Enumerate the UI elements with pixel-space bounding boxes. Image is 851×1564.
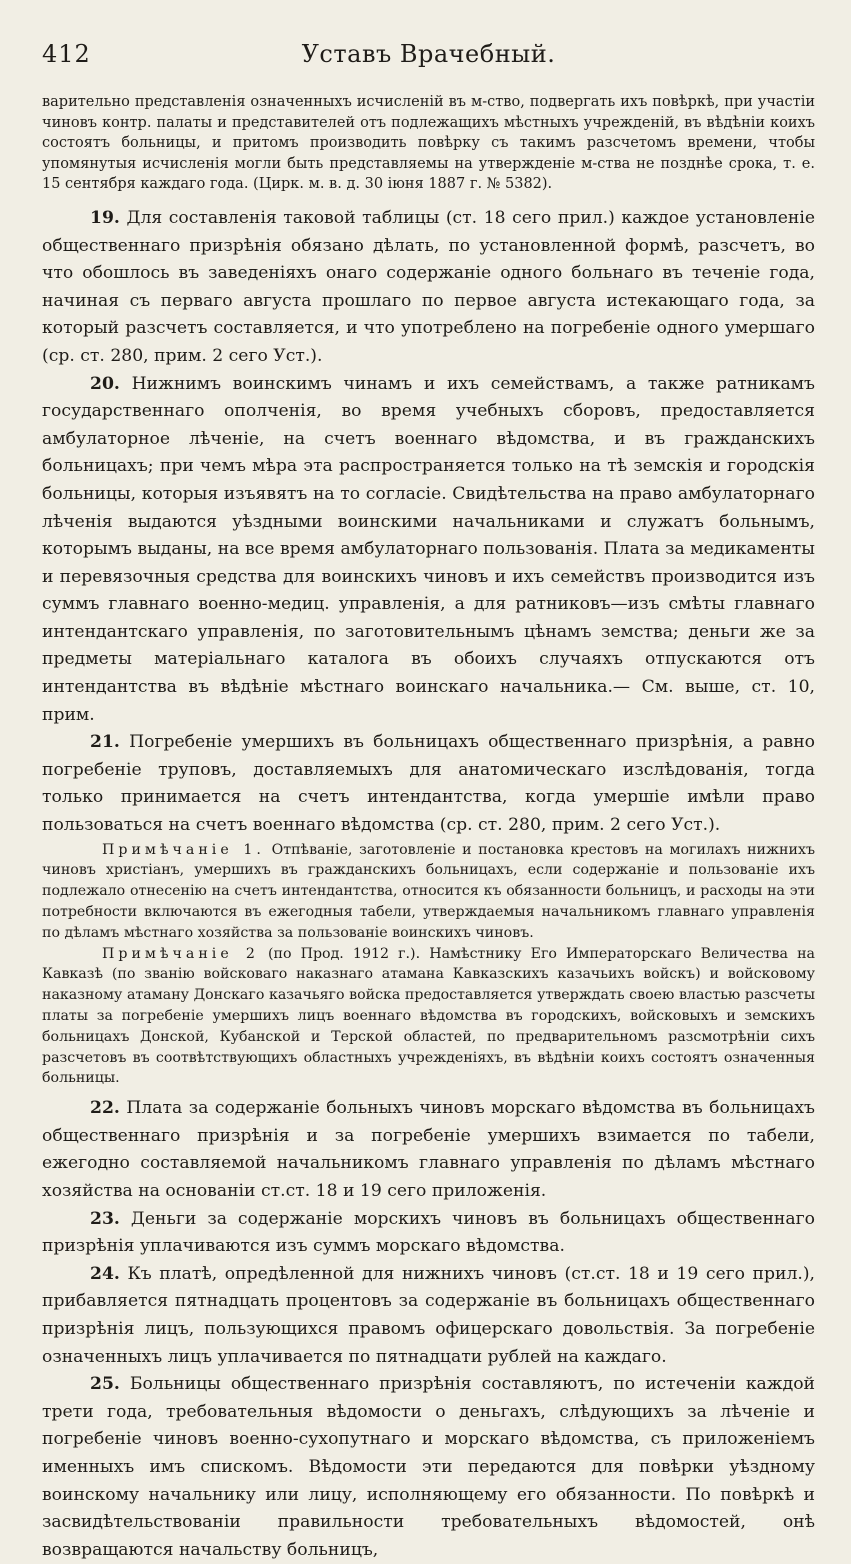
- article-text: Больницы общественнаго призрѣнія составляютъ, по истеченіи каждой трети года, требовательныя вѣдомости о деньгахъ, слѣдующихъ за лѣченіе и погребеніе чиновъ военно-сухопутнаго и морскаго вѣдомства, съ приложеніемъ именныхъ имъ спискомъ. Вѣдомости эти передаются для повѣрки уѣздному воинскому начальнику или лицу, исполняющему его обязанности. По повѣркѣ и засвидѣтельствованіи правильности требовательныхъ вѣдомостей, онѣ возвращаются начальству больницъ,: [42, 1374, 816, 1560]
- note-text: Отпѣваніе, заготовленіе и постановка крестовъ на могилахъ нижнихъ чиновъ христіанъ, умершихъ въ гражданскихъ больницахъ, если содержаніе и пользованіе ихъ подлежало отнесенію на счетъ интендантства, относится къ обязанности больницъ, и расходы на эти потребности включаются въ ежегодныя табели, утверждаемыя начальникомъ главнаго управленія по дѣламъ мѣстнаго хозяйства за пользованіе воинскихъ чиновъ.: [42, 841, 815, 941]
- article-20: [42, 371, 815, 730]
- article-number: 23.: [90, 1208, 120, 1229]
- page-header: [42, 36, 815, 72]
- article-number: 22.: [90, 1098, 120, 1119]
- note-text: (по Прод. 1912 г.). Намѣстнику Его Императорскаго Величества на Кавказѣ (по званію войсковаго наказнаго атамана Кавказскихъ казачьихъ войскъ) и войсковому наказному атаману Донскаго казачьяго войска предоставляется утверждать своею властью разсчеты платы за погребеніе умершихъ лицъ военнаго вѣдомства въ городскихъ, войсковыхъ и земскихъ больницахъ Донской, Кубанской и Терской областей, по предварительномъ разсмотрѣніи сихъ разсчетовъ въ соотвѣтствующихъ областныхъ учрежденіяхъ, въ вѣдѣніи коихъ состоятъ означенныя больницы.: [42, 945, 815, 1087]
- article-text: Нижнимъ воинскимъ чинамъ и ихъ семействамъ, а также ратникамъ государственнаго ополченія, во время учебныхъ сборовъ, предоставляется амбулаторное лѣченіе, на счетъ военнаго вѣдомства, и въ гражданскихъ больницахъ; при чемъ мѣра эта распространяется только на тѣ земскія и городскія больницы, которыя изъявятъ на то согласіе. Свидѣтельства на право амбулаторнаго лѣченія выдаются уѣздными воинскими начальниками и служатъ больнымъ, которымъ выданы, на все время амбулаторнаго пользованія. Плата за медикаменты и перевязочныя средства для воинскихъ чиновъ и ихъ семействъ производится изъ суммъ главнаго военно-медиц. управленія, а для ратниковъ—изъ смѣты главнаго интендантскаго управленія, по заготовительнымъ цѣнамъ земства; деньги же за предметы матеріальнаго каталога въ обоихъ случаяхъ отпускаются отъ интендантства въ вѣдѣніе мѣстнаго воинскаго начальника.— См. выше, ст. 10, прим.: [42, 373, 815, 725]
- article-text: Для составленія таковой таблицы (ст. 18 сего прил.) каждое установленіе общественнаго призрѣнія обязано дѣлать, по установленной формѣ, разсчетъ, во что обошлось въ заведеніяхъ онаго содержаніе одного больнаго въ теченіе года, начиная съ перваго августа прошлаго по первое августа истекающаго года, за который разсчетъ составляется, и что употреблено на погребеніе одного умершаго (ср. ст. 280, прим. 2 сего Уст.).: [42, 207, 816, 366]
- article-21: [42, 729, 815, 839]
- page-number: 412: [42, 40, 91, 68]
- article-number: 21.: [90, 732, 120, 753]
- article-text: Деньги за содержаніе морскихъ чиновъ въ больницахъ общественнаго призрѣнія уплачиваются изъ суммъ морскаго вѣдомства.: [42, 1208, 815, 1257]
- article-number: 19.: [90, 207, 120, 228]
- article-25: [42, 1371, 815, 1564]
- article-19: [42, 205, 815, 371]
- note-2: [42, 944, 815, 1090]
- article-number: 20.: [90, 373, 120, 394]
- article-22: [42, 1095, 815, 1205]
- article-text: Къ платѣ, опредѣленной для нижнихъ чиновъ (ст.ст. 18 и 19 сего прил.), прибавляется пятнадцать процентовъ за содержаніе въ больницахъ общественнаго призрѣнія лицъ, пользующихся правомъ офицерскаго довольствія. За погребеніе означенныхъ лицъ уплачивается по пятнадцати рублей на каждаго.: [42, 1263, 816, 1367]
- article-24: [42, 1261, 815, 1371]
- article-23: [42, 1206, 815, 1261]
- article-text: Погребеніе умершихъ въ больницахъ общественнаго призрѣнія, а равно погребеніе труповъ, доставляемыхъ для анатомическаго изслѣдованія, тогда только принимается на счетъ интендантства, когда умершіе имѣли право пользоваться на счетъ военнаго вѣдомства (ср. ст. 280, прим. 2 сего Уст.).: [42, 732, 815, 836]
- note-label: Примѣчаніе 2: [102, 945, 259, 962]
- article-text: Плата за содержаніе больныхъ чиновъ морскаго вѣдомства въ больницахъ общественнаго призрѣнія и за погребеніе умершихъ взимается по табели, ежегодно составляемой начальникомъ главнаго управленія по дѣламъ мѣстнаго хозяйства на основаніи ст.ст. 18 и 19 сего приложенія.: [42, 1098, 815, 1201]
- article-number: 25.: [90, 1374, 120, 1395]
- intro-paragraph: варительно представленія означенныхъ исчисленій въ м-ство, подвергать ихъ повѣркѣ, при участіи чиновъ контр. палаты и представителей отъ подлежащихъ мѣстныхъ учрежденій, въ вѣдѣніи коихъ состоятъ больницы, и притомъ производить повѣрку съ такимъ разсчетомъ времени, чтобы упомянутыя исчисленія могли быть представляемы на утвержденіе м-ства не позднѣе срока, т. е. 15 сентября каждаго года. (Цирк. м. в. д. 30 іюня 1887 г. № 5382).: [42, 94, 815, 193]
- note-label: Примѣчаніе 1.: [102, 841, 265, 858]
- running-title: Уставъ Врачебный.: [301, 40, 556, 68]
- article-number: 24.: [90, 1263, 120, 1284]
- note-1: [42, 840, 815, 944]
